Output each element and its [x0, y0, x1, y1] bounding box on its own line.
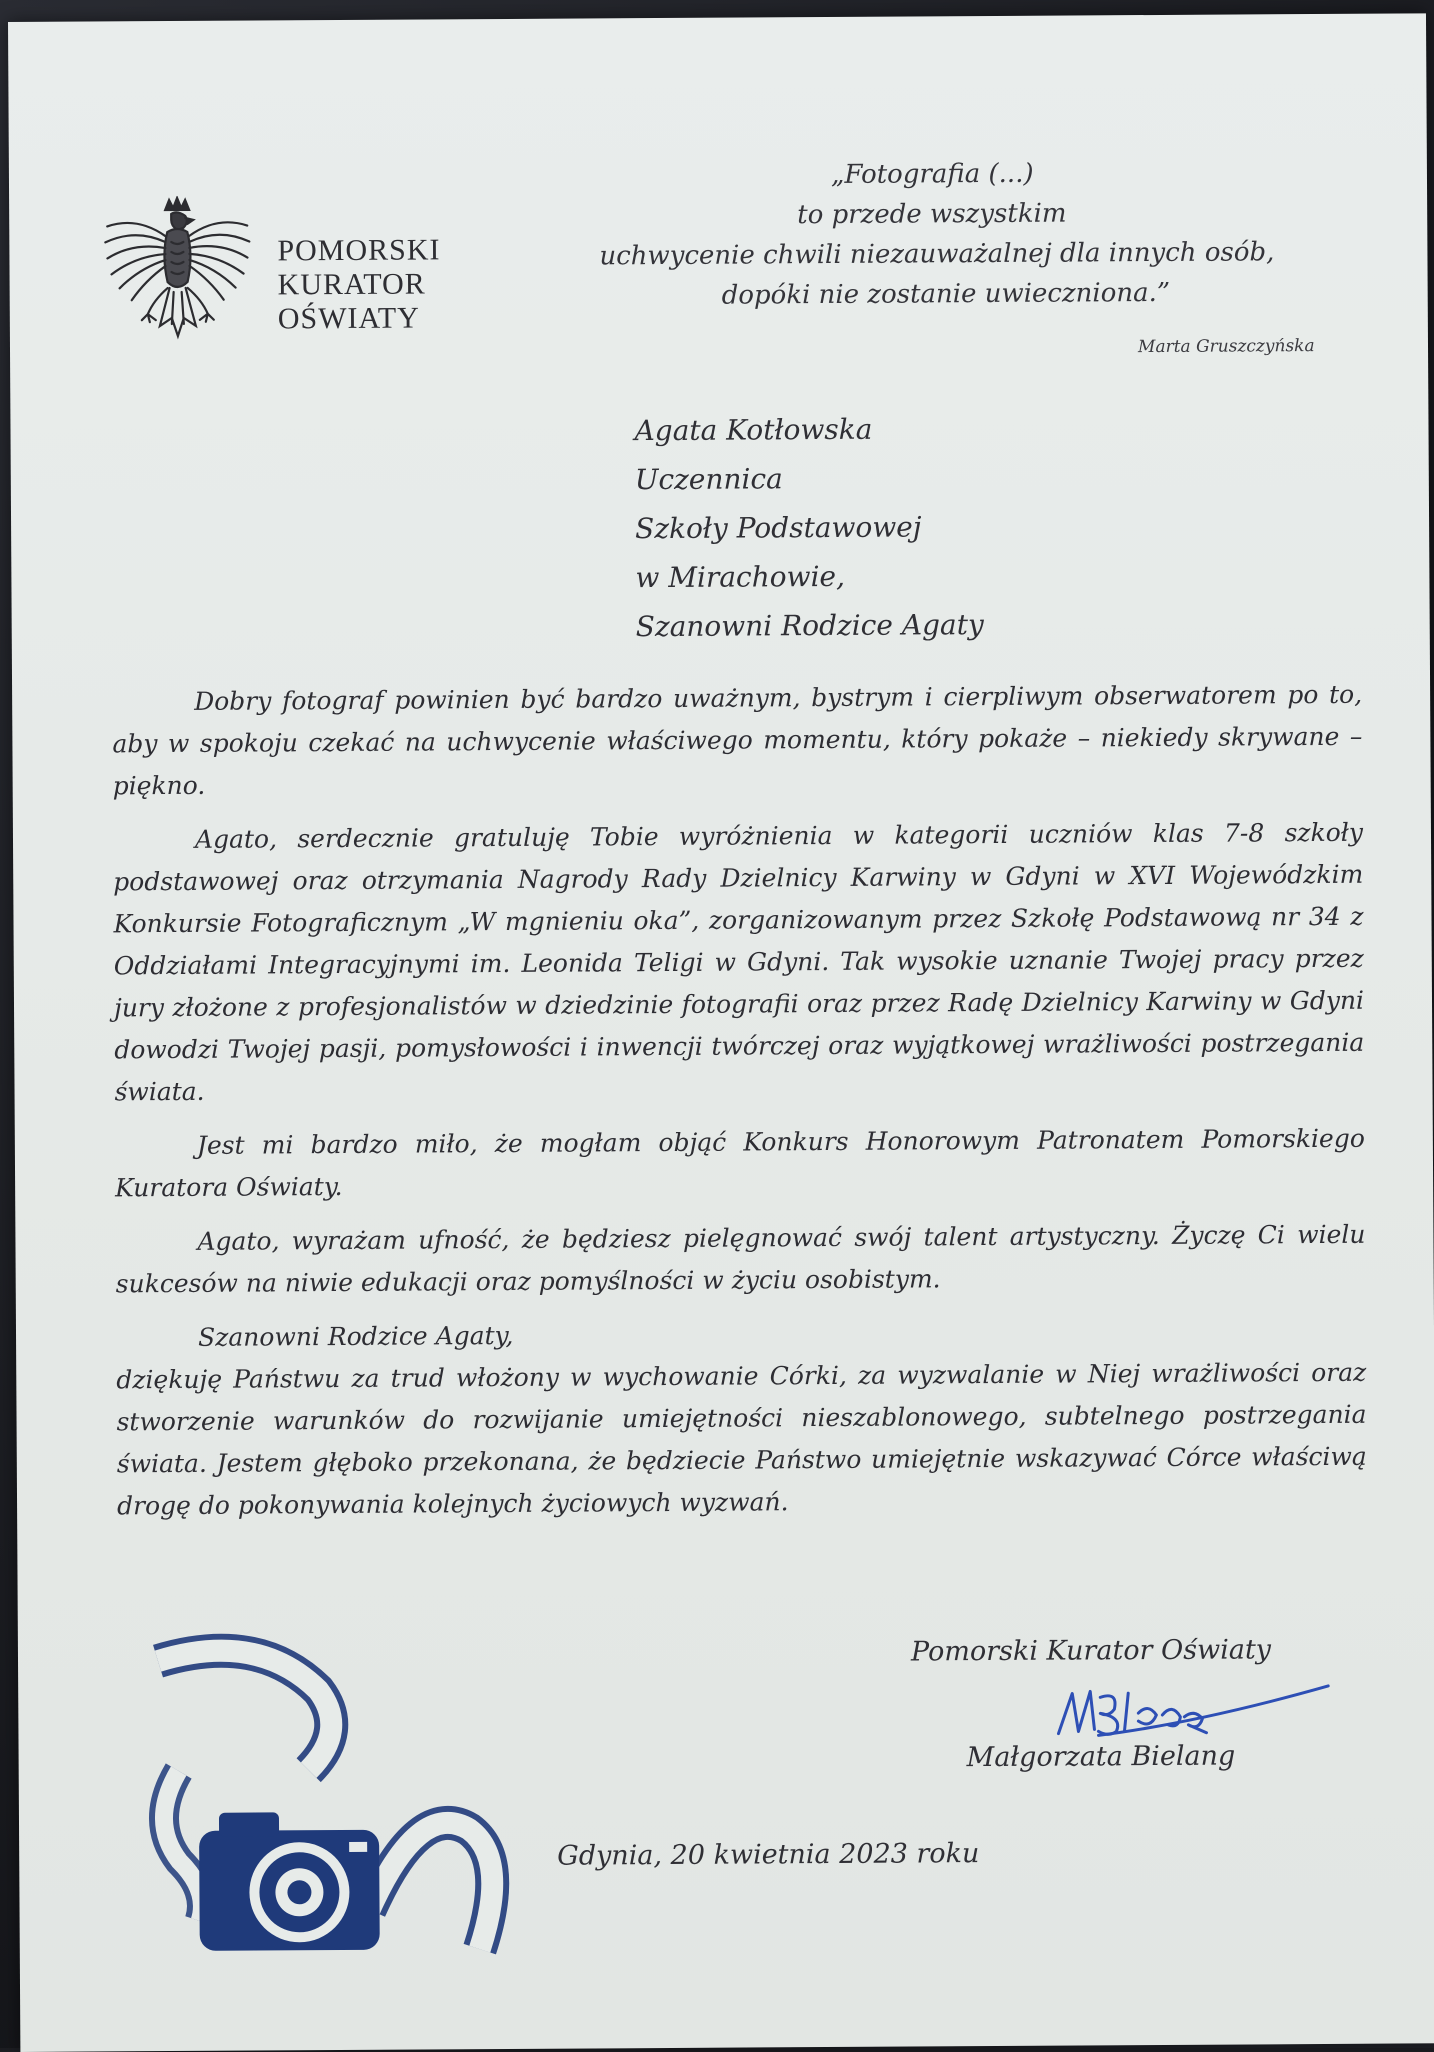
letter-body: [112, 674, 1367, 1540]
address-line: w Mirachowie,: [635, 559, 846, 595]
body-paragraph: Agato, wyrażam ufność, że będziesz pielęgnować swój talent artystyczny. Życzę Ci wielu sukcesów na niwie edukacji oraz pomyślności w życiu osobistym.: [115, 1219, 1366, 1299]
letter-page: [8, 13, 1434, 2052]
motto-line: uchwycenie chwili niezauważalnej dla innych osób,: [599, 237, 1275, 272]
address-line: Szkoły Podstawowej: [635, 510, 922, 546]
film-camera-illustration-icon: [138, 1619, 540, 1981]
eagle-emblem-icon: [97, 195, 258, 376]
signer-name: Małgorzata Bielang: [966, 1740, 1236, 1774]
place-and-date: Gdynia, 20 kwietnia 2023 roku: [557, 1838, 980, 1872]
address-line: Szanowni Rodzice Agaty: [635, 608, 984, 644]
institution-line: KURATOR: [277, 267, 426, 302]
body-paragraph: dziękuję Państwu za trud włożony w wychowanie Córki, za wyzwalanie w Niej wrażliwości oraz stworzenie warunków do rozwijanie umiejętności nieszablonowego, subtelnego postrzegania świata. Jestem głęboko przekonana, że będziecie Państwo umiejętnie wskazywać Córce właściwą drogę do pokonywania kolejnych życiowych wyzwań.: [116, 1357, 1367, 1521]
motto-line: „Fotografia (...): [830, 158, 1034, 190]
institution-line: POMORSKI: [277, 233, 441, 268]
institution-line: OŚWIATY: [277, 301, 420, 336]
address-line: Uczennica: [634, 462, 783, 497]
institution-name: [277, 233, 441, 336]
body-paragraph: Agato, serdecznie gratuluję Tobie wyróżnienia w kategorii uczniów klas 7-8 szkoły podstawowej oraz otrzymania Nagrody Rady Dzielnicy Karwiny w Gdyni w XVI Wojewódzkim Konkursie Fotograficznym „W mgnieniu oka”, zorganizowanym przez Szkołę Podstawową nr 34 z Oddziałami Integracyjnymi im. Leonida Teligi w Gdyni. Tak wysokie uznanie Twojej pracy przez jury złożone z profesjonalistów w dziedzinie fotografii oraz przez Radę Dzielnicy Karwiny w Gdyni dowodzi Twojej pasji, pomysłowości i inwencji twórczej oraz wyjątkowej wrażliwości postrzegania świata.: [113, 817, 1365, 1107]
body-paragraph: Szanowni Rodzice Agaty,: [197, 1320, 514, 1352]
recipient-address: [634, 404, 984, 651]
body-paragraph: Jest mi bardzo miło, że mogłam objąć Konkurs Honorowym Patronatem Pomorskiego Kuratora Oświaty.: [115, 1123, 1365, 1203]
address-line: Agata Kotłowska: [634, 412, 873, 448]
motto-line: to przede wszystkim: [797, 198, 1067, 231]
motto-line: dopóki nie zostanie uwieczniona.”: [721, 277, 1171, 311]
closing-title: Pomorski Kurator Oświaty: [910, 1634, 1272, 1668]
motto-quote: [569, 152, 1330, 317]
motto-author: Marta Gruszczyńska: [1137, 336, 1315, 358]
body-paragraph: Dobry fotograf powinien być bardzo uważnym, bystrym i cierpliwym obserwatorem po to, aby w spokoju czekać na uchwycenie właściwego momentu, który pokaże – niekiedy skrywane – piękno.: [112, 679, 1363, 801]
